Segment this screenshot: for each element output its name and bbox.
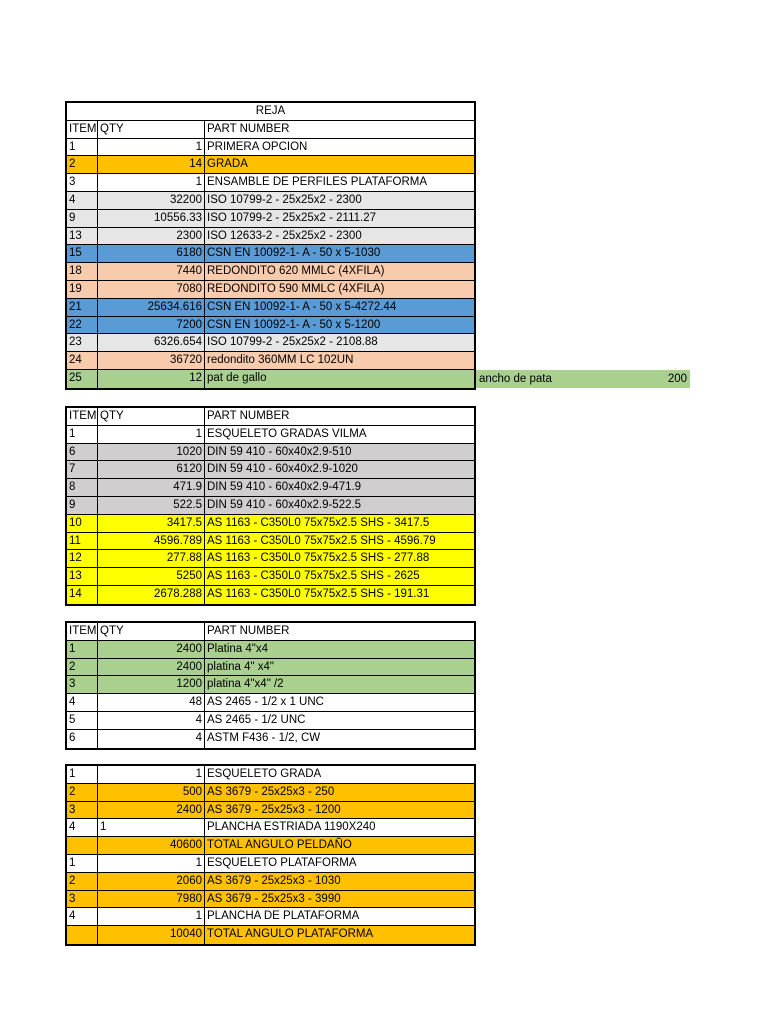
item-cell[interactable]: 2 xyxy=(67,873,98,890)
table-row xyxy=(67,299,474,317)
item-cell[interactable]: 13 xyxy=(67,568,98,585)
qty-cell[interactable]: 2678.288 xyxy=(98,586,205,604)
table-row xyxy=(67,676,474,694)
part-number-cell[interactable]: AS 1163 - C350L0 75x75x2.5 SHS - 3417.5 xyxy=(207,516,430,529)
item-cell[interactable]: 5 xyxy=(67,712,98,729)
qty-cell[interactable]: 522.5 xyxy=(98,497,205,514)
part-number-cell[interactable]: AS 3679 - 25x25x3 - 250 xyxy=(207,785,335,798)
esqueleto-gradas-table xyxy=(65,406,476,606)
table-row xyxy=(67,550,474,568)
table-row xyxy=(67,317,474,335)
qty-cell[interactable]: 4596.789 xyxy=(98,533,205,550)
item-cell[interactable]: 19 xyxy=(67,281,98,298)
qty-cell[interactable]: 4 xyxy=(98,712,205,729)
qty-cell[interactable]: 1 xyxy=(98,174,205,191)
qty-cell[interactable]: 25634.616 xyxy=(98,299,205,316)
part-number-cell[interactable]: AS 3679 - 25x25x3 - 1030 xyxy=(207,874,341,887)
item-cell[interactable] xyxy=(67,926,98,944)
ancho-de-pata-cell[interactable] xyxy=(476,370,690,388)
item-cell[interactable]: 1 xyxy=(67,641,98,658)
part-number-cell[interactable]: AS 1163 - C350L0 75x75x2.5 SHS - 277.88 xyxy=(207,552,430,565)
part-number-cell[interactable]: ESQUELETO GRADA xyxy=(207,768,322,780)
item-cell[interactable]: 4 xyxy=(67,694,98,711)
qty-cell[interactable]: 2400 xyxy=(98,659,205,676)
table-row xyxy=(67,352,474,370)
qty-cell[interactable]: 10556.33 xyxy=(98,210,205,227)
table-row xyxy=(67,444,474,462)
item-cell[interactable]: 4 xyxy=(67,908,98,925)
item-cell[interactable]: 12 xyxy=(67,550,98,567)
item-cell[interactable]: 2 xyxy=(67,784,98,801)
item-cell[interactable] xyxy=(67,837,98,854)
part-number-cell[interactable]: AS 3679 - 25x25x3 - 3990 xyxy=(207,892,341,905)
qty-cell[interactable]: 14 xyxy=(98,156,205,173)
table-row xyxy=(67,694,474,712)
table-row xyxy=(67,659,474,677)
table-row xyxy=(67,370,474,388)
qty-cell[interactable]: 1200 xyxy=(98,676,205,693)
item-cell[interactable]: 3 xyxy=(67,802,98,819)
item-cell[interactable]: 4 xyxy=(67,819,98,836)
item-cell[interactable]: 9 xyxy=(67,210,98,227)
qty-cell[interactable]: 1 xyxy=(98,908,205,925)
part-number-cell[interactable]: ISO 12633-2 - 25x25x2 - 2300 xyxy=(207,229,362,242)
part-number-cell[interactable]: TOTAL ANGULO PELDAÑO xyxy=(207,839,352,852)
part-number-cell[interactable]: pat de gallo xyxy=(207,371,267,384)
part-number-cell[interactable]: DIN 59 410 - 60x40x2.9-1020 xyxy=(207,463,358,476)
table-row xyxy=(67,891,474,909)
table-row xyxy=(67,819,474,837)
part-number-cell[interactable]: redondito 360MM LC 102UN xyxy=(207,354,354,367)
header-qty: QTY xyxy=(98,623,205,640)
qty-cell[interactable]: 2400 xyxy=(98,802,205,819)
header-part-number: PART NUMBER xyxy=(207,625,290,637)
item-cell[interactable]: 3 xyxy=(67,891,98,908)
item-cell[interactable]: 23 xyxy=(67,334,98,351)
item-cell[interactable]: 25 xyxy=(67,370,98,388)
table-row xyxy=(67,766,474,784)
item-cell[interactable]: 15 xyxy=(67,245,98,262)
qty-cell[interactable]: 1 xyxy=(98,766,205,783)
item-cell[interactable]: 2 xyxy=(67,156,98,173)
table-row xyxy=(67,855,474,873)
table-row xyxy=(67,873,474,891)
part-number-cell[interactable]: CSN EN 10092-1- A - 50 x 5-4272.44 xyxy=(207,300,397,313)
qty-cell[interactable]: 40600 xyxy=(98,837,205,854)
qty-cell[interactable]: 12 xyxy=(98,370,205,388)
table-row xyxy=(67,641,474,659)
part-number-cell[interactable]: ENSAMBLE DE PERFILES PLATAFORMA xyxy=(207,176,428,189)
table-title-row xyxy=(67,103,474,121)
item-cell[interactable]: 1 xyxy=(67,766,98,783)
table-row xyxy=(67,479,474,497)
part-number-cell[interactable]: REDONDITO 620 MMLC (4XFILA) xyxy=(207,265,385,278)
angulos-table xyxy=(65,764,476,946)
table-row xyxy=(67,245,474,263)
table-row xyxy=(67,228,474,246)
qty-cell[interactable]: 10040 xyxy=(98,926,205,944)
table-row xyxy=(67,174,474,192)
qty-cell[interactable]: 7200 xyxy=(98,317,205,334)
table-row xyxy=(67,156,474,174)
table-row xyxy=(67,334,474,352)
ancho-de-pata-value: 200 xyxy=(667,373,687,385)
table-row xyxy=(67,192,474,210)
qty-cell[interactable]: 7080 xyxy=(98,281,205,298)
part-number-cell[interactable]: ESQUELETO GRADAS VILMA xyxy=(207,427,367,440)
part-number-cell[interactable]: PRIMERA OPCION xyxy=(207,140,308,153)
table-row xyxy=(67,730,474,748)
table-row xyxy=(67,497,474,515)
header-item: ITEM xyxy=(67,623,98,640)
header-row xyxy=(67,623,474,641)
qty-cell[interactable]: 3417.5 xyxy=(98,515,205,532)
qty-cell[interactable]: 2300 xyxy=(98,228,205,245)
item-cell[interactable]: 22 xyxy=(67,317,98,334)
qty-cell[interactable]: 277.88 xyxy=(98,550,205,567)
part-number-cell[interactable]: AS 2465 - 1/2 UNC xyxy=(207,713,306,726)
item-cell[interactable]: 14 xyxy=(67,586,98,604)
qty-cell[interactable]: 471.9 xyxy=(98,479,205,496)
part-number-cell[interactable]: CSN EN 10092-1- A - 50 x 5-1030 xyxy=(207,247,381,260)
table-row xyxy=(67,281,474,299)
part-number-cell[interactable]: PLANCHA ESTRIADA 1190X240 xyxy=(207,821,376,834)
item-cell[interactable]: 1 xyxy=(67,139,98,156)
header-item: ITEM xyxy=(67,121,98,138)
header-part-number: PART NUMBER xyxy=(207,122,290,135)
header-qty: QTY xyxy=(98,121,205,138)
part-number-cell[interactable]: GRADA xyxy=(207,158,248,171)
part-number-cell[interactable]: AS 3679 - 25x25x3 - 1200 xyxy=(207,803,341,816)
part-number-cell[interactable]: AS 1163 - C350L0 75x75x2.5 SHS - 4596.79 xyxy=(207,534,436,547)
table-row xyxy=(67,586,474,604)
table-row xyxy=(67,784,474,802)
item-cell[interactable]: 9 xyxy=(67,497,98,514)
part-number-cell[interactable]: platina 4"x4" /2 xyxy=(207,678,284,691)
qty-cell[interactable]: 500 xyxy=(98,784,205,801)
table-row xyxy=(67,837,474,855)
item-cell[interactable]: 7 xyxy=(67,461,98,478)
qty-cell[interactable]: 1 xyxy=(98,139,205,156)
table-row xyxy=(67,926,474,944)
qty-cell[interactable]: 48 xyxy=(98,694,205,711)
part-number-cell[interactable]: DIN 59 410 - 60x40x2.9-471.9 xyxy=(207,481,362,494)
part-number-cell[interactable]: PLANCHA DE PLATAFORMA xyxy=(207,910,360,923)
item-cell[interactable]: 13 xyxy=(67,228,98,245)
table-row xyxy=(67,263,474,281)
part-number-cell[interactable]: ASTM F436 - 1/2, CW xyxy=(207,731,321,744)
part-number-cell[interactable]: ISO 10799-2 - 25x25x2 - 2111.27 xyxy=(207,211,376,224)
qty-cell[interactable]: 7440 xyxy=(98,263,205,280)
part-number-cell[interactable]: AS 1163 - C350L0 75x75x2.5 SHS - 191.31 xyxy=(207,587,430,600)
part-number-cell[interactable]: AS 1163 - C350L0 75x75x2.5 SHS - 2625 xyxy=(207,570,420,583)
part-number-cell[interactable]: platina 4" x4" xyxy=(207,660,274,673)
item-cell[interactable]: 6 xyxy=(67,444,98,461)
part-number-cell[interactable]: ISO 10799-2 - 25x25x2 - 2108.88 xyxy=(207,336,378,349)
qty-cell[interactable]: 2400 xyxy=(98,641,205,658)
qty-cell[interactable]: 4 xyxy=(98,730,205,748)
qty-cell[interactable]: 32200 xyxy=(98,192,205,209)
qty-cell[interactable]: 1 xyxy=(98,819,205,836)
item-cell[interactable]: 3 xyxy=(67,676,98,693)
item-cell[interactable]: 2 xyxy=(67,659,98,676)
qty-cell[interactable]: 7980 xyxy=(98,891,205,908)
table-title: REJA xyxy=(255,105,286,117)
part-number-cell[interactable]: REDONDITO 590 MMLC (4XFILA) xyxy=(207,282,385,295)
item-cell[interactable]: 1 xyxy=(67,426,98,443)
table-row xyxy=(67,712,474,730)
part-number-cell[interactable]: CSN EN 10092-1- A - 50 x 5-1200 xyxy=(207,318,381,331)
qty-cell[interactable]: 36720 xyxy=(98,352,205,369)
table-row xyxy=(67,908,474,926)
item-cell[interactable]: 1 xyxy=(67,855,98,872)
item-cell[interactable]: 10 xyxy=(67,515,98,532)
qty-cell[interactable]: 6326.654 xyxy=(98,334,205,351)
item-cell[interactable]: 18 xyxy=(67,263,98,280)
item-cell[interactable]: 6 xyxy=(67,730,98,748)
table-row xyxy=(67,139,474,157)
part-number-cell[interactable]: DIN 59 410 - 60x40x2.9-510 xyxy=(207,445,352,458)
platinas-table xyxy=(65,621,476,750)
item-cell[interactable]: 24 xyxy=(67,352,98,369)
item-cell[interactable]: 21 xyxy=(67,299,98,316)
header-item: ITEM xyxy=(67,408,98,425)
table-row xyxy=(67,426,474,444)
qty-cell[interactable]: 2060 xyxy=(98,873,205,890)
qty-cell[interactable]: 6180 xyxy=(98,245,205,262)
qty-cell[interactable]: 6120 xyxy=(98,461,205,478)
table-row xyxy=(67,515,474,533)
item-cell[interactable]: 11 xyxy=(67,533,98,550)
ancho-de-pata-label: ancho de pata xyxy=(479,373,552,385)
header-part-number: PART NUMBER xyxy=(207,410,290,422)
table-row xyxy=(67,568,474,586)
table-row xyxy=(67,461,474,479)
item-cell[interactable]: 3 xyxy=(67,174,98,191)
part-number-cell[interactable]: ISO 10799-2 - 25x25x2 - 2300 xyxy=(207,193,362,206)
header-row xyxy=(67,408,474,426)
item-cell[interactable]: 4 xyxy=(67,192,98,209)
qty-cell[interactable]: 5250 xyxy=(98,568,205,585)
qty-cell[interactable]: 1 xyxy=(98,855,205,872)
table-row xyxy=(67,802,474,820)
item-cell[interactable]: 8 xyxy=(67,479,98,496)
part-number-cell[interactable]: TOTAL ANGULO PLATAFORMA xyxy=(207,928,374,941)
reja-table xyxy=(65,101,476,390)
header-qty: QTY xyxy=(98,408,205,425)
part-number-cell[interactable]: ESQUELETO PLATAFORMA xyxy=(207,856,357,869)
header-row xyxy=(67,121,474,139)
table-row xyxy=(67,210,474,228)
part-number-cell[interactable]: Platina 4"x4 xyxy=(207,642,268,655)
part-number-cell[interactable]: DIN 59 410 - 60x40x2.9-522.5 xyxy=(207,498,362,511)
part-number-cell[interactable]: AS 2465 - 1/2 x 1 UNC xyxy=(207,696,324,709)
qty-cell[interactable]: 1 xyxy=(98,426,205,443)
table-row xyxy=(67,533,474,551)
qty-cell[interactable]: 1020 xyxy=(98,444,205,461)
